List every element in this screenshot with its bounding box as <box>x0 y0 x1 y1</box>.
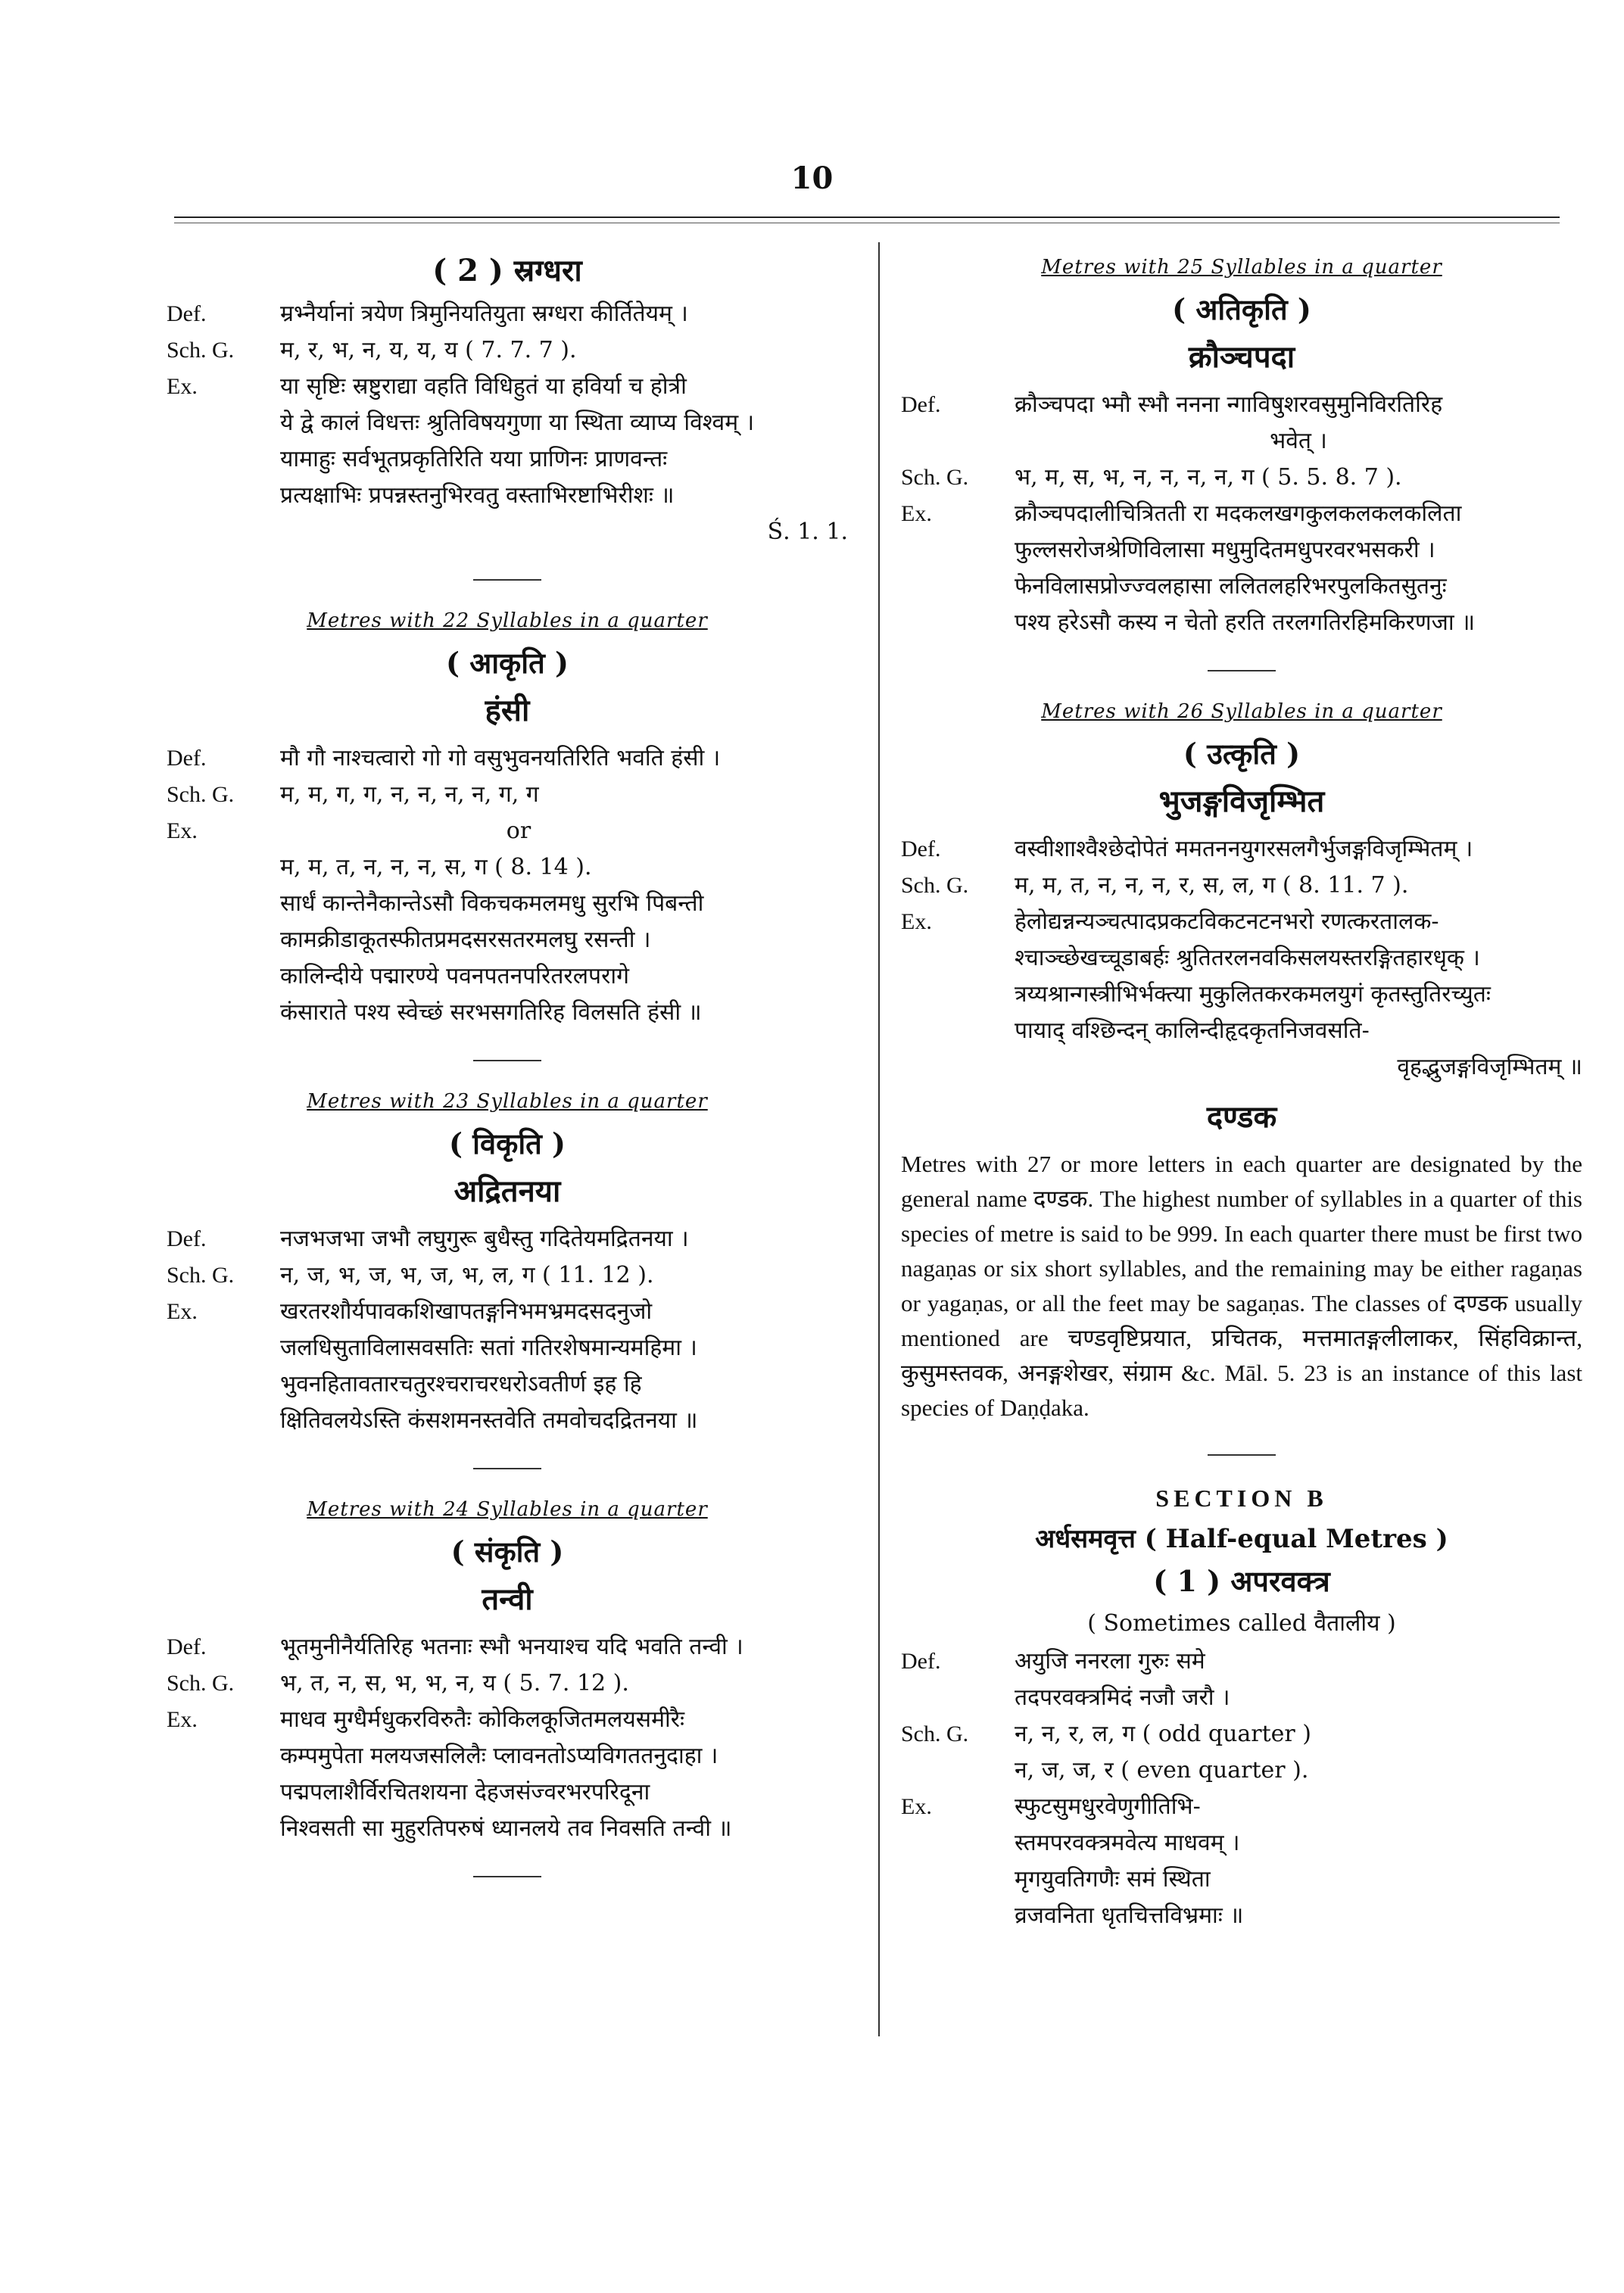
class-heading: ( विकृति ) <box>448 1126 566 1161</box>
def-row: Def. मौ गौ नाश्चत्वारो गो गो वसुभुवनयतिरिति भवति हंसी । <box>167 745 721 771</box>
section-label-26: Metres with 26 Syllables in a quarter <box>1041 700 1442 723</box>
verse-line: स्तमपरवक्त्रमवेत्य माधवम् । <box>1015 1830 1240 1856</box>
scheme-row: Sch. G. म, म, ग, ग, न, न, न, न, ग, ग <box>167 781 539 808</box>
def-row: Def. भूतमुनीनैर्यतिरिह भतनाः स्भौ भनयाश्च यदि भवति तन्वी । <box>167 1634 743 1660</box>
sragdhara-heading: ( 2 ) स्रग्धरा <box>432 253 582 288</box>
page-number: 10 <box>790 160 834 196</box>
section-b-subtitle: अर्धसमवृत्त ( Half-equal Metres ) <box>1035 1524 1448 1554</box>
metre-name: क्रौञ्चपदा <box>1188 339 1295 375</box>
verse-line: जलधिसुताविलासवसतिः सतां गतिरशेषमान्यमहिमा । <box>280 1335 697 1361</box>
verse-line: ये द्वे कालं विधत्तः श्रुतिविषयगुणा या स्थिता व्याप्य विश्वम् । <box>280 410 755 436</box>
section-b-heading: SECTION B <box>1155 1485 1328 1512</box>
verse-reference: Ś. 1. 1. <box>767 519 848 545</box>
separator <box>1208 670 1276 671</box>
verse-line: त्रय्यश्रान्गस्त्रीभिर्भक्त्या मुकुलितकरकमलयुगं कृतस्तुतिरच्युतः <box>1015 981 1491 1008</box>
scheme-row: Sch. G. म, र, भ, न, य, य, य ( 7. 7. 7 ). <box>167 337 577 363</box>
right-column <box>901 242 1582 1934</box>
def-row: Def. वस्वीशाश्वैश्छेदोपेतं ममतननयुगरसलगैर्भुजङ्गविजृम्भितम् । <box>901 836 1473 862</box>
class-heading: ( आकृति ) <box>446 646 569 680</box>
example-row: Ex. स्फुटसुमधुरवेणुगीतिभि- <box>901 1793 1201 1820</box>
example-row: Ex. हेलोद्यन्नन्यञ्चत्पादप्रकटविकटनटनभरो रणत्करतालक- <box>901 908 1439 935</box>
def-row: Def. क्रौञ्चपदा भ्मौ स्भौ ननना न्गाविषुशरवसुमुनिविरतिरिह <box>901 391 1443 418</box>
scheme-row: Sch. G. म, म, त, न, न, न, र, स, ल, ग ( 8. 11. 7 ). <box>901 872 1409 899</box>
dandaka-title: दण्डक <box>1206 1099 1277 1135</box>
class-heading: ( संकृति ) <box>450 1534 564 1569</box>
separator <box>1208 1454 1276 1456</box>
verse-line: कामक्रीडाकूतस्फीतप्रमदसरसतरमलघु रसन्ती । <box>280 927 651 953</box>
scheme-row: Sch. G. भ, म, स, भ, न, न, न, न, ग ( 5. 5. 8. 7 ). <box>901 464 1402 491</box>
verse-line: निश्वसती सा मुहुरतिपरुषं ध्यानलये तव निवसति तन्वी ॥ <box>280 1815 732 1842</box>
def-continuation: भवेत् । <box>1270 428 1327 454</box>
separator <box>473 1468 541 1469</box>
verse-line: कालिन्दीये पद्मारण्ये पवनपतनपरितरलपरागे <box>280 963 630 989</box>
verse-line: कंसाराते पश्य स्वेच्छं सरभसगतिरिह विलसति हंसी ॥ <box>280 999 702 1026</box>
left-column <box>167 242 848 1906</box>
verse-line: मृगयुवतिगणैः समं स्थिता <box>1015 1866 1211 1893</box>
verse-line: यामाहुः सर्वभूतप्रकृतिरिति यया प्राणिनः प्राणवन्तः <box>280 446 668 472</box>
sragdhara-rows <box>167 296 848 550</box>
verse-line: क्षितिवलयेऽस्ति कंसशमनस्तवेति तमवोचदद्रितनया ॥ <box>280 1407 698 1434</box>
scheme-row: Sch. G. न, न, र, ल, ग ( odd quarter ) <box>901 1721 1312 1747</box>
def-continuation: तदपरवक्त्रमिदं नजौ जरौ । <box>1015 1684 1230 1711</box>
def-row: Def. अयुजि ननरला गुरुः समे <box>901 1648 1205 1675</box>
example-row: Ex. or <box>167 818 531 844</box>
aparavaktra-note: ( Sometimes called वैतालीय ) <box>1087 1610 1396 1637</box>
verse-line: पायाद् वश्छिन्दन् कालिन्दीहृदकृतनिजवसति- <box>1015 1017 1370 1044</box>
separator <box>473 1060 541 1061</box>
verse-line: फेनविलासप्रोज्ज्वलहासा ललितलहरिभरपुलकितसुतनुः <box>1015 573 1447 600</box>
section-label-22: Metres with 22 Syllables in a quarter <box>307 609 708 632</box>
verse-line: सार्धं कान्तेनैकान्तेऽसौ विकचकमलमधु सुरभि पिबन्ती <box>280 890 704 917</box>
metre-name: हंसी <box>485 693 530 728</box>
verse-line: वृहद्भुजङ्गविजृम्भितम् ॥ <box>1397 1054 1582 1080</box>
verse-line: म, म, त, न, न, न, स, ग ( 8. 14 ). <box>280 854 592 880</box>
verse-line: श्चाञ्च्छेखच्चूडाबर्हः श्रुतितरलनवकिसलयस्तरङ्गितहारधृक् । <box>1015 945 1480 971</box>
verse-line: कम्पमुपेता मलयजसलिलैः प्लावनतोऽप्यविगततनुदाहा । <box>280 1743 718 1769</box>
example-row: Ex. खरतरशौर्यपावकशिखापतङ्गनिभमभ्रमदसदनुजो <box>167 1298 653 1325</box>
metre-name: तन्वी <box>482 1581 533 1617</box>
metre-name: भुजङ्गविजृम्भित <box>1158 784 1325 819</box>
metre-name: अद्रितनया <box>454 1173 561 1209</box>
section-label-25: Metres with 25 Syllables in a quarter <box>1041 256 1442 279</box>
example-row: Ex. माधव मुग्धैर्मधुकरविरुतैः कोकिलकूजितमलयसमीरैः <box>167 1706 685 1733</box>
section-label-24: Metres with 24 Syllables in a quarter <box>307 1498 708 1521</box>
section-label-23: Metres with 23 Syllables in a quarter <box>307 1090 708 1113</box>
example-row: Ex. या सृष्टिः स्रष्टुराद्या वहति विधिहुतं या हविर्या च होत्री <box>167 373 687 400</box>
def-row: Def. नजभजभा जभौ लघुगुरू बुधैस्तु गदितेयमद्रितनया । <box>167 1226 689 1252</box>
example-row: Ex. क्रौञ्चपदालीचित्रितती रा मदकलखगकुलकलकलकलिता <box>901 500 1462 527</box>
verse-line: पद्मपलाशैर्विरचितशयना देहजसंज्वरभरपरिदूना <box>280 1779 650 1805</box>
verse-line: प्रत्यक्षाभिः प्रपन्नस्तनुभिरवतु वस्ताभिरष्टाभिरीशः ॥ <box>280 482 675 509</box>
dandaka-paragraph: Metres with 27 or more letters in each quarter are designated by the general name दण्डक. The highest number of syllables in a quarter of this species of metre is said to be 999. In each quarter there must be first two nagaṇas or six short syllables, and the remaining may be either ragaṇas or yagaṇas, or all the feet may be sagaṇas. The classes of दण्डक usually mentioned are चण्डवृष्टिप्रयात, प्रचितक, मत्तमातङ्गलीलाकर, सिंहविक्रान्त, कुसुमस्तवक, अनङ्गशेखर, संग्राम &c. Māl. 5. 23 is an instance of this last species of Daṇḍaka. <box>901 1151 1582 1421</box>
column-divider <box>878 242 880 2036</box>
verse-line: व्रजवनिता धृतचित्तविभ्रमाः ॥ <box>1015 1902 1244 1929</box>
verse-line: पश्य हरेऽसौ कस्य न चेतो हरति तरलगतिरहिमकिरणजा ॥ <box>1015 609 1476 636</box>
separator <box>473 1876 541 1877</box>
def-row: Def. म्रभ्नैर्यानां त्रयेण त्रिमुनियतियुता स्रग्धरा कीर्तितेयम् । <box>167 301 688 327</box>
header-rule <box>174 217 1560 223</box>
separator <box>473 579 541 581</box>
scheme-row: Sch. G. न, ज, भ, ज, भ, ज, भ, ल, ग ( 11. 12 ). <box>167 1262 654 1288</box>
aparavaktra-heading: ( 1 ) अपरवक्त्र <box>1153 1564 1330 1598</box>
verse-line: भुवनहितावतारचतुरश्चराचरधरोऽवतीर्ण इह हि <box>280 1371 642 1397</box>
scheme-row: Sch. G. भ, त, न, स, भ, भ, न, य ( 5. 7. 12 ). <box>167 1670 629 1696</box>
class-heading: ( अतिकृति ) <box>1172 292 1311 326</box>
scheme-continuation: न, ज, ज, र ( even quarter ). <box>1015 1757 1309 1784</box>
verse-line: फुल्लसरोजश्रेणिविलासा मधुमुदितमधुपरवरभसकरी । <box>1015 537 1435 563</box>
class-heading: ( उत्कृति ) <box>1183 737 1301 771</box>
